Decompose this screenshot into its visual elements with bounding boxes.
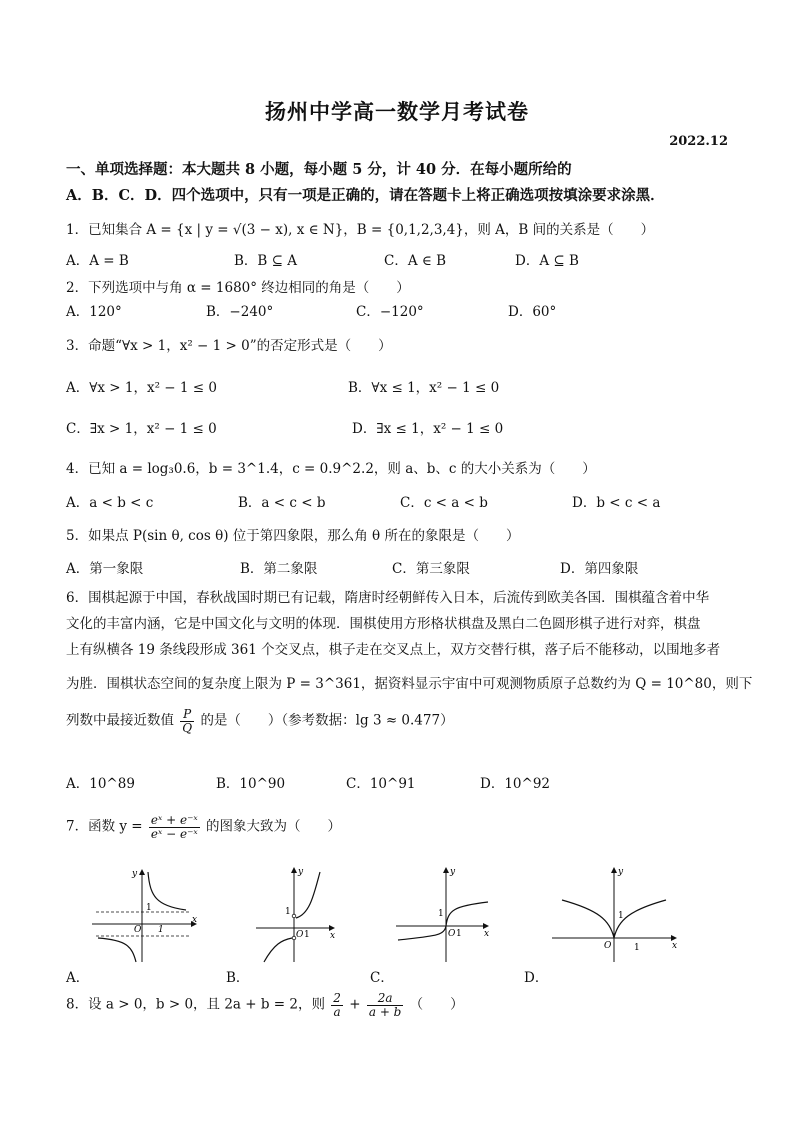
q7-option-a[interactable]: A． — [66, 970, 90, 986]
q2-option-d[interactable]: D．60° — [508, 304, 557, 320]
q8-stem-prefix: 8．设 a > 0，b > 0，且 2a + b = 2，则 — [66, 996, 325, 1013]
q7d-x-label: x — [672, 941, 678, 951]
q1-option-b[interactable]: B．B ⊆ A — [234, 253, 297, 269]
q7-graph-b[interactable] — [254, 864, 338, 964]
q7-option-d[interactable]: D． — [524, 970, 549, 986]
question-6-line-5 — [66, 708, 454, 734]
q6-fraction-numerator: P — [180, 708, 194, 722]
q5-option-a[interactable]: A．第一象限 — [66, 561, 144, 577]
q3-option-b[interactable]: B．∀x ≤ 1，x² − 1 ≤ 0 — [348, 380, 500, 396]
q7-option-b[interactable]: B． — [226, 970, 250, 986]
q3-option-d[interactable]: D．∃x ≤ 1，x² − 1 ≤ 0 — [352, 421, 504, 437]
q7-graph-a[interactable] — [86, 866, 202, 964]
q3-option-a[interactable]: A．∀x > 1，x² − 1 ≤ 0 — [66, 380, 217, 396]
q2-option-c[interactable]: C．−120° — [356, 304, 424, 320]
q1-option-d[interactable]: D．A ⊆ B — [515, 253, 579, 269]
question-6-line-4: 为胜．围棋状态空间的复杂度上限为 P = 3^361，据资料显示宇宙中可观测物质原子总数约为 Q = 10^80，则下 — [66, 676, 753, 692]
q2-option-b[interactable]: B．−240° — [206, 304, 274, 320]
q7a-one-y-label: 1 — [146, 903, 152, 913]
question-6-line-3: 上有纵横各 19 条线段形成 361 个交叉点，棋子走在交叉点上，双方交替行棋，落子后不能移动，以围地多者 — [66, 642, 721, 658]
q6-option-c[interactable]: C．10^91 — [346, 776, 416, 792]
question-6-line-2: 文化的丰富内涵，它是中国文化与文明的体现．围棋使用方形格状棋盘及黑白二色圆形棋子进行对弈，棋盘 — [66, 616, 701, 632]
question-8-stem — [66, 992, 464, 1018]
q6-fraction-denominator: Q — [182, 720, 193, 735]
q6-fraction — [180, 708, 194, 734]
q7-fraction-numerator: eˣ + e⁻ˣ — [150, 813, 198, 827]
q8-fraction-1-denominator: a — [333, 1004, 341, 1019]
q4-option-c[interactable]: C．c < a < b — [400, 495, 488, 511]
q7a-one-x-label: 1 — [158, 925, 164, 935]
q8-fraction-1 — [331, 992, 343, 1018]
q7-graph-c[interactable] — [394, 864, 492, 964]
q1-option-a[interactable]: A．A = B — [66, 253, 129, 269]
q7b-origin-label: O — [296, 930, 304, 940]
question-1-stem: 1．已知集合 A = {x | y = √(3 − x), x ∈ N}，B = {0,1,2,3,4}，则 A，B 间的关系是（ ） — [66, 222, 655, 238]
q3-option-c[interactable]: C．∃x > 1，x² − 1 ≤ 0 — [66, 421, 217, 437]
q4-option-d[interactable]: D．b < c < a — [572, 495, 661, 511]
q5-option-d[interactable]: D．第四象限 — [560, 561, 639, 577]
q7-fraction-denominator: eˣ − e⁻ˣ — [150, 826, 198, 841]
section-header-line2: A．B．C．D．四个选项中，只有一项是正确的，请在答题卡上将正确选项按填涂要求涂黑． — [66, 187, 665, 204]
q5-option-b[interactable]: B．第二象限 — [240, 561, 318, 577]
section-header-line1: 一、单项选择题：本大题共 8 小题，每小题 5 分，计 40 分．在每小题所给的 — [66, 161, 572, 178]
q7a-x-label: x — [192, 915, 198, 925]
q8-plus-sign: + — [349, 996, 361, 1013]
question-6-line-1: 6．围棋起源于中国，春秋战国时期已有记载，隋唐时经朝鲜传入日本，后流传到欧美各国．围棋蕴含着中华 — [66, 590, 710, 606]
exam-date: 2022.12 — [669, 134, 728, 149]
q7-fraction — [149, 814, 200, 840]
q7-option-c[interactable]: C． — [370, 970, 394, 986]
q4-option-a[interactable]: A．a < b < c — [66, 495, 154, 511]
q7c-x-label: x — [484, 929, 490, 939]
q7-graph-d[interactable] — [548, 864, 680, 964]
q7c-one-y-label: 1 — [438, 909, 444, 919]
q8-stem-suffix: （ ） — [409, 996, 464, 1013]
q7b-one-x-label: 1 — [304, 930, 310, 940]
q7b-one-y-label: 1 — [285, 907, 291, 917]
q6-option-a[interactable]: A．10^89 — [66, 776, 135, 792]
q7d-origin-label: O — [604, 941, 612, 951]
q4-option-b[interactable]: B．a < c < b — [238, 495, 326, 511]
q7a-y-label: y — [132, 869, 138, 879]
q8-fraction-1-numerator: 2 — [333, 991, 341, 1005]
q8-fraction-2 — [367, 992, 404, 1018]
question-4-stem: 4．已知 a = log₃0.6，b = 3^1.4，c = 0.9^2.2，则 a、b、c 的大小关系为（ ） — [66, 461, 596, 477]
q7b-x-label: x — [330, 931, 336, 941]
q8-fraction-2-numerator: 2a — [367, 992, 404, 1006]
page-title: 扬州中学高一数学月考试卷 — [265, 99, 529, 124]
q7-stem-suffix: 的图象大致为（ ） — [205, 818, 341, 835]
question-3-stem: 3．命题“∀x > 1，x² − 1 > 0”的否定形式是（ ） — [66, 338, 392, 354]
question-2-stem: 2．下列选项中与角 α = 1680° 终边相同的角是（ ） — [66, 280, 410, 296]
q2-option-a[interactable]: A．120° — [66, 304, 122, 320]
q5-option-c[interactable]: C．第三象限 — [392, 561, 470, 577]
q7c-one-x-label: 1 — [456, 929, 462, 939]
q8-fraction-2-denominator: a + b — [368, 1004, 402, 1019]
q7c-origin-label: O — [448, 929, 456, 939]
q7b-y-label: y — [298, 867, 304, 877]
q6-line5-prefix: 列数中最接近数值 — [66, 712, 174, 729]
question-5-stem: 5．如果点 P(sin θ, cos θ) 位于第四象限，那么角 θ 所在的象限是（ ） — [66, 528, 520, 544]
q7d-one-x-label: 1 — [634, 943, 640, 953]
q7a-origin-label: O — [134, 925, 142, 935]
q7c-y-label: y — [450, 867, 456, 877]
q7d-y-label: y — [618, 867, 624, 877]
q6-option-d[interactable]: D．10^92 — [480, 776, 550, 792]
q6-option-b[interactable]: B．10^90 — [216, 776, 286, 792]
q1-option-c[interactable]: C．A ∈ B — [384, 253, 447, 269]
q7-stem-prefix: 7．函数 y = — [66, 818, 143, 835]
question-7-stem — [66, 814, 341, 840]
q6-line5-suffix: 的是（ ）（参考数据：lg 3 ≈ 0.477） — [200, 712, 454, 729]
q7d-one-y-label: 1 — [618, 911, 624, 921]
